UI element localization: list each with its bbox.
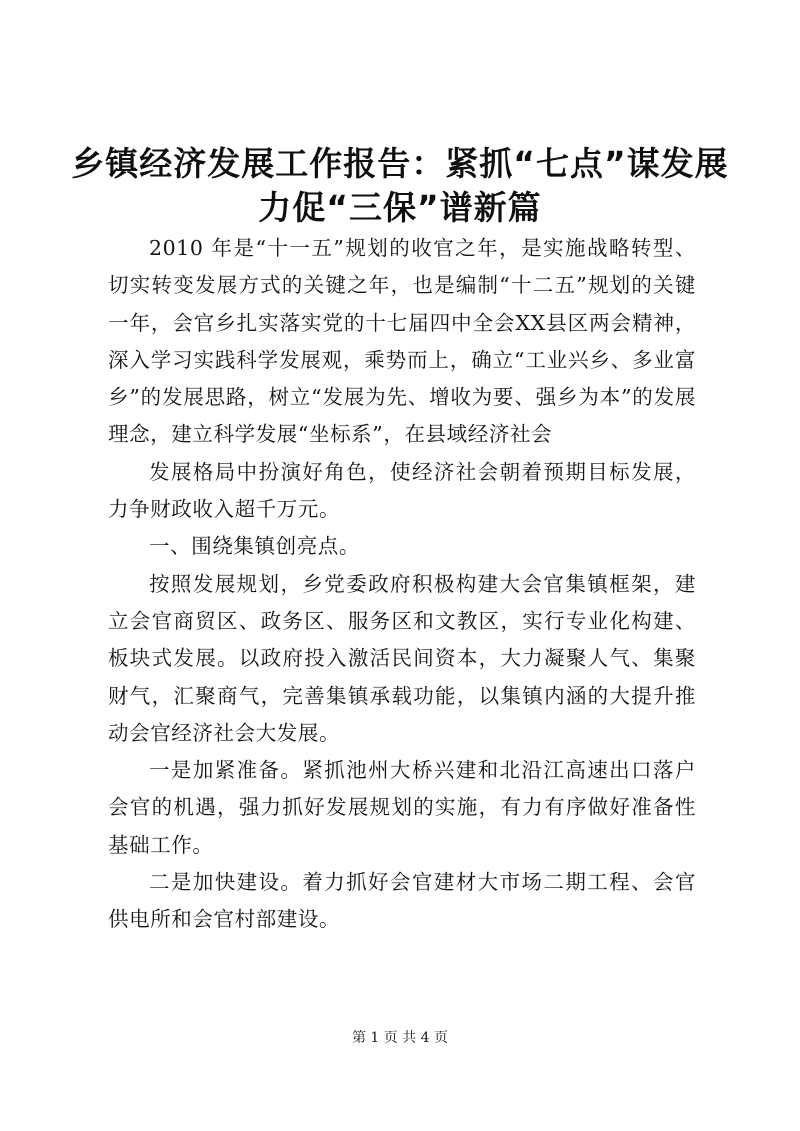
section-heading-1: 一、围绕集镇创亮点。 [149, 534, 360, 559]
paragraph-plan: 按照发展规划，乡党委政府积极构建大会官集镇框架，建立会官商贸区、政务区、服务区和文教区，实行专业化构建、板块式发展。以政府投入激活民间资本，大力凝聚人气、集聚财气，汇聚商气，完善集镇承载功能，以集镇内涵的大提升推动会官经济社会大发展。 [108, 571, 696, 745]
paragraph-prepare: 一是加紧准备。紧抓池州大桥兴建和北沿江高速出口落户会官的机遇，强力抓好发展规划的实施，有力有序做好准备性基础工作。 [108, 758, 696, 857]
paragraph-intro: 2010 年是“十一五”规划的收官之年，是实施战略转型、切实转变发展方式的关键之年，也是编制“十二五”规划的关键一年，会官乡扎实落实党的十七届四中全会XX县区两会精神，深入学习实践科学发展观，乘势而上，确立“工业兴乡、多业富乡”的发展思路，树立“发展为先、增收为要、强乡为本”的发展理念，建立科学发展“坐标系”，在县域经济社会 [108, 236, 696, 447]
document-title-line-2: 力促“三保”谱新篇 [258, 188, 542, 227]
page-number-footer: 第 1 页 共 4 页 [351, 1030, 449, 1046]
paragraph-goal: 发展格局中扮演好角色，使经济社会朝着预期目标发展，力争财政收入超千万元。 [108, 459, 696, 522]
paragraph-build: 二是加快建设。着力抓好会官建材大市场二期工程、会官供电所和会官村部建设。 [108, 870, 696, 932]
document-body [108, 230, 696, 939]
document-title-line-1: 乡镇经济发展工作报告：紧抓“七点”谋发展 [71, 144, 729, 183]
